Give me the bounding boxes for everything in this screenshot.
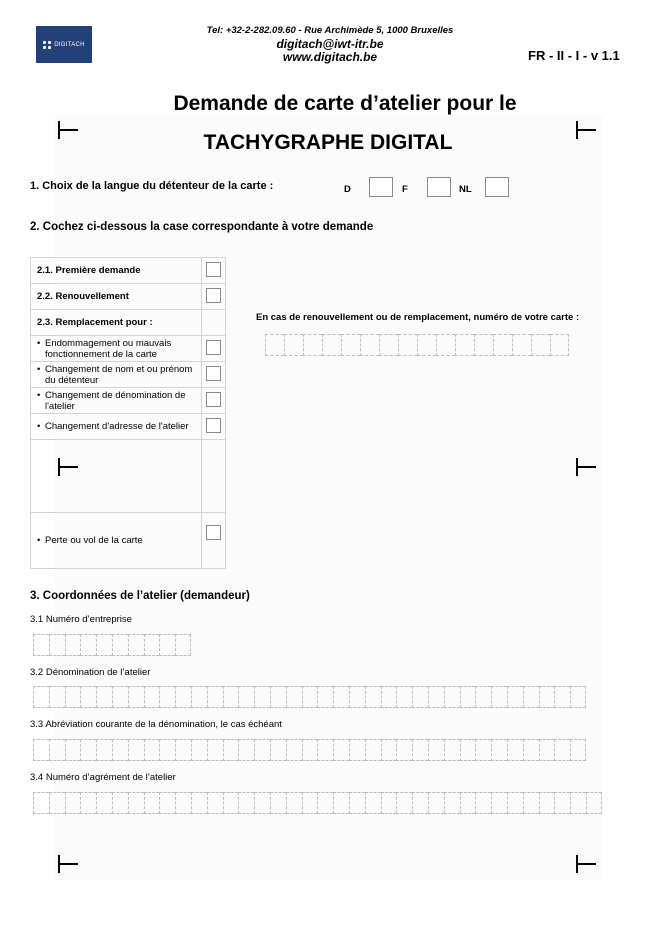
- logo-text: DIGITACH: [54, 41, 85, 48]
- character-cell[interactable]: [112, 686, 128, 708]
- character-cell[interactable]: [475, 686, 491, 708]
- character-cell[interactable]: [191, 792, 207, 814]
- character-cell[interactable]: [49, 634, 65, 656]
- character-cell[interactable]: [65, 792, 81, 814]
- character-cell[interactable]: [412, 686, 428, 708]
- character-cell[interactable]: [396, 686, 412, 708]
- checkbox-damage[interactable]: [206, 340, 221, 355]
- logo-mark-icon: [43, 41, 51, 49]
- request-row-replacement: [31, 310, 225, 336]
- checkbox-name-change[interactable]: [206, 366, 221, 381]
- character-cell[interactable]: [128, 739, 144, 761]
- character-cell[interactable]: [396, 739, 412, 761]
- character-cell[interactable]: [333, 686, 349, 708]
- form-title-line2: TACHYGRAPHE DIGITAL: [203, 131, 453, 154]
- character-cell[interactable]: [460, 739, 476, 761]
- checkbox-first-request[interactable]: [206, 262, 221, 277]
- character-cell[interactable]: [65, 686, 81, 708]
- character-cell[interactable]: [570, 686, 586, 708]
- field-label-abbreviation: 3.3 Abréviation courante de la dénomination, le cas échéant: [30, 719, 282, 730]
- character-cell[interactable]: [360, 334, 379, 356]
- character-cell[interactable]: [417, 334, 436, 356]
- character-cell[interactable]: [512, 334, 531, 356]
- character-cell[interactable]: [493, 334, 512, 356]
- character-cell[interactable]: [207, 739, 223, 761]
- request-row-denomination-change: [31, 388, 225, 414]
- character-cell[interactable]: [460, 686, 476, 708]
- character-cell[interactable]: [191, 686, 207, 708]
- character-cell[interactable]: [539, 739, 555, 761]
- character-cell[interactable]: [175, 686, 191, 708]
- character-cell[interactable]: [317, 686, 333, 708]
- character-cell[interactable]: [112, 634, 128, 656]
- character-cell[interactable]: [507, 739, 523, 761]
- request-row-first: [31, 258, 225, 284]
- bullet-icon: •: [37, 421, 41, 432]
- character-cell[interactable]: [65, 634, 81, 656]
- request-label: 2.2. Renouvellement: [31, 284, 202, 309]
- character-cell[interactable]: [191, 739, 207, 761]
- approval-number-field[interactable]: [33, 792, 602, 814]
- character-cell[interactable]: [302, 686, 318, 708]
- character-cell[interactable]: [554, 792, 570, 814]
- request-row-loss: [31, 513, 225, 568]
- character-cell[interactable]: [270, 792, 286, 814]
- character-cell[interactable]: [539, 792, 555, 814]
- character-cell[interactable]: [80, 634, 96, 656]
- character-cell[interactable]: [396, 792, 412, 814]
- character-cell[interactable]: [265, 334, 284, 356]
- character-cell[interactable]: [523, 792, 539, 814]
- character-cell[interactable]: [349, 792, 365, 814]
- bullet-icon: •: [37, 389, 41, 401]
- character-cell[interactable]: [96, 792, 112, 814]
- character-cell[interactable]: [491, 739, 507, 761]
- request-label: Changement d'adresse de l'atelier: [45, 421, 189, 432]
- request-label: Changement de dénomination de l'atelier: [45, 389, 186, 412]
- registration-mark-icon: [576, 121, 596, 139]
- contact-website[interactable]: www.digitach.be: [282, 50, 378, 64]
- character-cell[interactable]: [398, 334, 417, 356]
- character-cell[interactable]: [554, 686, 570, 708]
- character-cell[interactable]: [254, 739, 270, 761]
- checkbox-denomination-change[interactable]: [206, 392, 221, 407]
- character-cell[interactable]: [507, 792, 523, 814]
- request-label: Changement de nom et ou prénom du détenteur: [45, 363, 193, 386]
- character-cell[interactable]: [144, 792, 160, 814]
- character-cell[interactable]: [475, 739, 491, 761]
- section2-heading: 2. Cochez ci-dessous la case correspondante à votre demande: [30, 221, 374, 233]
- company-number-field[interactable]: [33, 634, 191, 656]
- character-cell[interactable]: [80, 792, 96, 814]
- character-cell[interactable]: [49, 739, 65, 761]
- character-cell[interactable]: [33, 634, 49, 656]
- character-cell[interactable]: [381, 792, 397, 814]
- character-cell[interactable]: [412, 792, 428, 814]
- request-row-spacer: [31, 440, 225, 513]
- form-version: FR - II - I - v 1.1: [528, 48, 620, 63]
- request-row-damage: [31, 336, 225, 362]
- character-cell[interactable]: [379, 334, 398, 356]
- character-cell[interactable]: [96, 634, 112, 656]
- character-cell[interactable]: [365, 739, 381, 761]
- character-cell[interactable]: [175, 739, 191, 761]
- character-cell[interactable]: [523, 686, 539, 708]
- character-cell[interactable]: [554, 739, 570, 761]
- contact-line: Tel: +32-2-282.09.60 - Rue Archimède 5, 1000 Bruxelles: [206, 25, 454, 36]
- request-label: 2.1. Première demande: [31, 258, 202, 283]
- character-cell[interactable]: [96, 739, 112, 761]
- lang-label-f: F: [402, 184, 408, 195]
- character-cell[interactable]: [33, 739, 49, 761]
- bullet-icon: •: [37, 337, 41, 349]
- character-cell[interactable]: [238, 686, 254, 708]
- bullet-icon: •: [37, 535, 41, 546]
- character-cell[interactable]: [303, 334, 322, 356]
- character-cell[interactable]: [570, 739, 586, 761]
- character-cell[interactable]: [128, 686, 144, 708]
- character-cell[interactable]: [128, 792, 144, 814]
- request-row-name-change: [31, 362, 225, 388]
- lang-checkbox-f[interactable]: [427, 177, 451, 197]
- character-cell[interactable]: [507, 686, 523, 708]
- character-cell[interactable]: [144, 686, 160, 708]
- character-cell[interactable]: [238, 792, 254, 814]
- character-cell[interactable]: [317, 792, 333, 814]
- character-cell[interactable]: [159, 792, 175, 814]
- character-cell[interactable]: [112, 792, 128, 814]
- character-cell[interactable]: [539, 686, 555, 708]
- character-cell[interactable]: [112, 739, 128, 761]
- digitach-logo: [36, 26, 92, 63]
- lang-label-nl: NL: [459, 184, 472, 195]
- field-label-workshop-name: 3.2 Dénomination de l’atelier: [30, 667, 151, 678]
- character-cell[interactable]: [381, 739, 397, 761]
- character-cell[interactable]: [223, 792, 239, 814]
- lang-label-d: D: [344, 184, 351, 195]
- registration-mark-icon: [576, 458, 596, 476]
- character-cell[interactable]: [49, 792, 65, 814]
- registration-mark-icon: [576, 855, 596, 873]
- character-cell[interactable]: [96, 686, 112, 708]
- character-cell[interactable]: [570, 792, 586, 814]
- character-cell[interactable]: [49, 686, 65, 708]
- character-cell[interactable]: [365, 792, 381, 814]
- character-cell[interactable]: [341, 334, 360, 356]
- registration-mark-icon: [58, 121, 78, 139]
- character-cell[interactable]: [175, 792, 191, 814]
- request-row-renewal: [31, 284, 225, 310]
- character-cell[interactable]: [444, 686, 460, 708]
- character-cell[interactable]: [491, 792, 507, 814]
- character-cell[interactable]: [349, 739, 365, 761]
- character-cell[interactable]: [238, 739, 254, 761]
- character-cell[interactable]: [223, 686, 239, 708]
- character-cell[interactable]: [302, 792, 318, 814]
- character-cell[interactable]: [550, 334, 569, 356]
- character-cell[interactable]: [223, 739, 239, 761]
- character-cell[interactable]: [428, 686, 444, 708]
- request-row-address-change: [31, 414, 225, 440]
- character-cell[interactable]: [349, 686, 365, 708]
- request-type-table: [30, 257, 226, 569]
- character-cell[interactable]: [523, 739, 539, 761]
- character-cell[interactable]: [322, 334, 341, 356]
- request-label: Endommagement ou mauvais fonctionnement de la carte: [45, 337, 172, 360]
- character-cell[interactable]: [33, 686, 49, 708]
- request-label: 2.3. Remplacement pour :: [31, 310, 202, 335]
- character-cell[interactable]: [333, 739, 349, 761]
- character-cell[interactable]: [475, 792, 491, 814]
- character-cell[interactable]: [159, 739, 175, 761]
- character-cell[interactable]: [491, 686, 507, 708]
- character-cell[interactable]: [286, 792, 302, 814]
- character-cell[interactable]: [254, 686, 270, 708]
- character-cell[interactable]: [33, 792, 49, 814]
- character-cell[interactable]: [436, 334, 455, 356]
- character-cell[interactable]: [317, 739, 333, 761]
- form-title-line1: Demande de carte d’atelier pour le: [173, 92, 517, 115]
- character-cell[interactable]: [381, 686, 397, 708]
- field-label-approval-number: 3.4 Numéro d’agrément de l’atelier: [30, 772, 176, 783]
- character-cell[interactable]: [159, 634, 175, 656]
- character-cell[interactable]: [444, 739, 460, 761]
- character-cell[interactable]: [286, 739, 302, 761]
- character-cell[interactable]: [270, 739, 286, 761]
- character-cell[interactable]: [531, 334, 550, 356]
- character-cell[interactable]: [474, 334, 493, 356]
- character-cell[interactable]: [65, 739, 81, 761]
- character-cell[interactable]: [80, 739, 96, 761]
- character-cell[interactable]: [333, 792, 349, 814]
- character-cell[interactable]: [460, 792, 476, 814]
- lang-checkbox-d[interactable]: [369, 177, 393, 197]
- section3-heading: 3. Coordonnées de l’atelier (demandeur): [30, 590, 250, 602]
- character-cell[interactable]: [207, 686, 223, 708]
- checkbox-renewal[interactable]: [206, 288, 221, 303]
- character-cell[interactable]: [444, 792, 460, 814]
- character-cell[interactable]: [412, 739, 428, 761]
- character-cell[interactable]: [254, 792, 270, 814]
- character-cell[interactable]: [175, 634, 191, 656]
- character-cell[interactable]: [284, 334, 303, 356]
- card-number-label: En cas de renouvellement ou de remplacement, numéro de votre carte :: [256, 312, 580, 323]
- character-cell[interactable]: [144, 634, 160, 656]
- character-cell[interactable]: [144, 739, 160, 761]
- field-label-company-number: 3.1 Numéro d’entreprise: [30, 614, 132, 625]
- lang-checkbox-nl[interactable]: [485, 177, 509, 197]
- card-number-field[interactable]: [265, 334, 569, 356]
- bullet-icon: •: [37, 363, 41, 375]
- checkbox-loss[interactable]: [206, 525, 221, 540]
- character-cell[interactable]: [286, 686, 302, 708]
- character-cell[interactable]: [455, 334, 474, 356]
- character-cell[interactable]: [586, 792, 602, 814]
- character-cell[interactable]: [128, 634, 144, 656]
- character-cell[interactable]: [428, 739, 444, 761]
- character-cell[interactable]: [159, 686, 175, 708]
- character-cell[interactable]: [365, 686, 381, 708]
- contact-email[interactable]: digitach@iwt-itr.be: [276, 37, 384, 51]
- character-cell[interactable]: [270, 686, 286, 708]
- workshop-name-field[interactable]: [33, 686, 586, 708]
- request-label: Perte ou vol de la carte: [45, 535, 143, 546]
- registration-mark-icon: [58, 855, 78, 873]
- checkbox-address-change[interactable]: [206, 418, 221, 433]
- section1-heading: 1. Choix de la langue du détenteur de la carte :: [30, 180, 274, 192]
- character-cell[interactable]: [428, 792, 444, 814]
- character-cell[interactable]: [207, 792, 223, 814]
- character-cell[interactable]: [302, 739, 318, 761]
- character-cell[interactable]: [80, 686, 96, 708]
- abbreviation-field[interactable]: [33, 739, 586, 761]
